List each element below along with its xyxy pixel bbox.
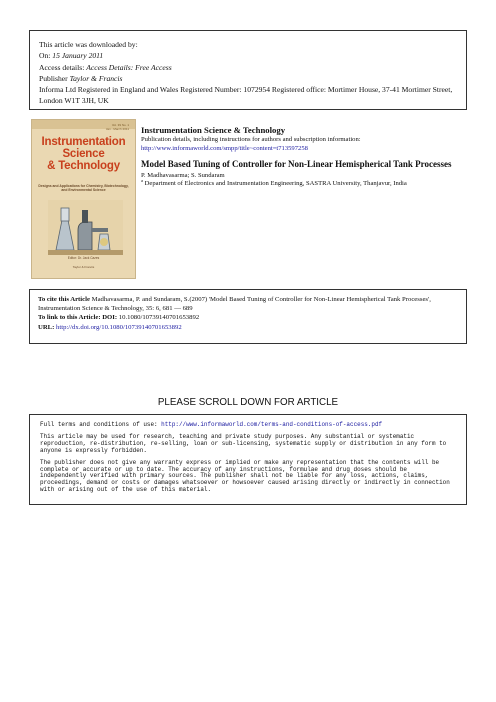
cite-text: Madhavasarma, P. and Sundaram, S.(2007) 'Model Based Tuning of Controller for Non-Linear Hemispherical Tank Processes', Instrumentation Science & Technology, 35: 6, 681 — 689 [38,296,431,312]
download-info-box [29,30,467,110]
publisher-name: Taylor & Francis [69,73,123,83]
download-date-line: On: 15 January 2011 [39,51,104,61]
cover-subtitle: Designs and Applications for Chemistry, Biotechnology, and Environmental Science [38,184,129,193]
downloaded-by-line: This article was downloaded by: [39,40,138,49]
access-details: Access Details: Free Access [86,62,172,72]
url-label: URL: [38,323,55,331]
terms-url-link[interactable]: http://www.informaworld.com/terms-and-conditions-of-access.pdf [161,421,383,428]
article-url-row [38,324,458,333]
terms-paragraph-disclaimer: The publisher does not give any warranty express or implied or make any representation that the contents will be complete or accurate or up to date. The accuracy of any instructions, formulae and drug doses should be independently verified with primary sources. The publisher shall not be liable for any loss, actions, claims, proceedings, demand or costs or damages whatsoever or howsoever caused arising directly or indirectly in connection with or arising out of the use of this material. [40,458,450,494]
publisher-line: Publisher Taylor & Francis [39,73,123,83]
link-label: To link to this Article: DOI: [38,314,118,322]
cover-publisher-logo: Taylor & Francis [72,265,95,269]
article-url-link[interactable]: http://dx.doi.org/10.1080/10739140701653892 [56,323,182,331]
download-date: 15 January 2011 [52,51,104,61]
cover-volume-text: Vol. 39 No. 1 Jan - March 2011 [105,123,129,131]
citation-box [29,289,467,344]
publication-details: Publication details, including instructions for authors and subscription information: [141,136,361,143]
registered-office-text: Informa Ltd Registered in England and Wales Registered Number: 1072954 Registered office: Mortimer House, 37-41 Mortimer Street, London W1T 3JH, UK [39,85,453,106]
cover-editor: Editor: Dr. Jack Cazes [67,256,100,260]
journal-url-link[interactable]: http://www.informaworld.com/smpp/title~content=t713597258 [141,144,308,152]
doi-value: 10.1080/10739140701653892 [118,314,200,322]
authors-names: P. Madhavasarma; S. Sundaram [141,171,225,179]
lab-equipment-illustration [48,200,123,255]
terms-paragraph-usage: This article may be used for research, teaching and private study purposes. Any substantial or systematic reproduction, re-distribution, re-selling, loan or sub-licensing, systematic supply or distribution in any form to anyone is expressly forbidden. [40,432,447,454]
article-title: Model Based Tuning of Controller for Non-Linear Hemispherical Tank Processes [141,159,452,170]
full-terms-line: Full terms and conditions of use: http://www.informaworld.com/terms-and-conditions-of-access.pdf [40,421,383,428]
journal-block [29,117,467,282]
access-details-line: Access details: Access Details: Free Access [39,62,172,72]
affiliation-marker: a [141,178,143,184]
journal-cover-image [31,119,136,279]
terms-box [29,414,467,505]
journal-details [141,125,467,189]
journal-title: Instrumentation Science & Technology [141,125,286,135]
cite-this-article [38,296,458,313]
cite-label: To cite this Article [38,296,90,303]
affiliation: $^a$ Department of Electronics and Instrumentation Engineering, SASTRA University, Thanjavur, India [141,178,407,188]
cover-title: Instrumentation Science & Technology [41,136,126,172]
scroll-down-notice: PLEASE SCROLL DOWN FOR ARTICLE [157,397,339,408]
link-to-article [38,314,458,323]
